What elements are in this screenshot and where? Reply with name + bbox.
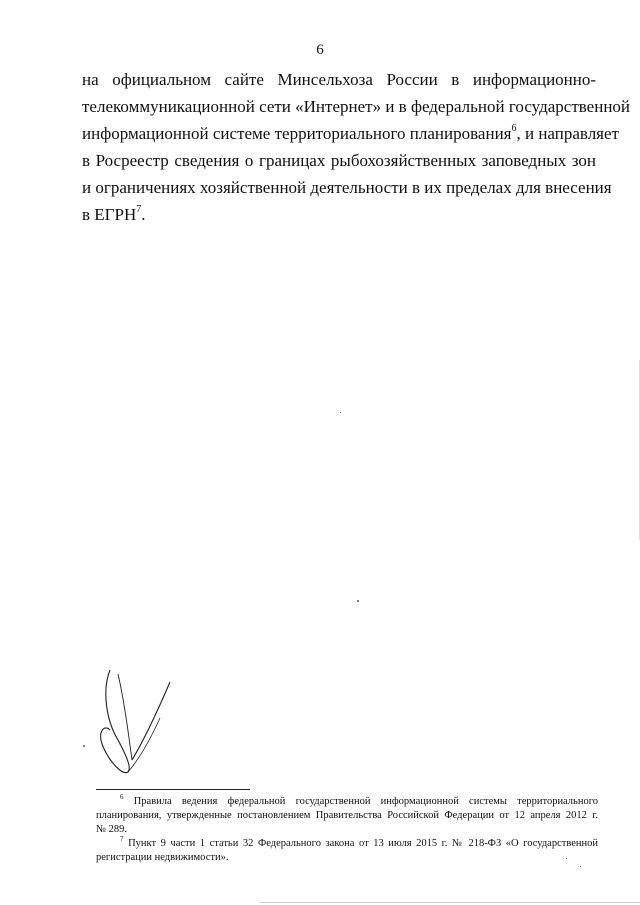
- scan-speck: [340, 412, 341, 413]
- line-text: информационной системе территориального планирования: [82, 124, 512, 143]
- footnote-separator: [96, 789, 250, 790]
- paragraph-line-5: и ограничениях хозяйственной деятельности в их пределах для внесения: [82, 178, 612, 197]
- footnote-7-line-2: регистрации недвижимости».: [96, 852, 229, 863]
- footnote-ref-7: 7: [136, 204, 142, 216]
- handwritten-signature: [88, 660, 188, 780]
- word: информационно-: [472, 70, 597, 89]
- word: Минсельхоза: [277, 70, 373, 89]
- footnote-text: Пункт 9 части 1 статьи 32 Федерального закона от 13 июля 2015 г. № 218-ФЗ «О государственной: [128, 838, 599, 849]
- scan-speck: [83, 745, 85, 747]
- paragraph-line-1: [82, 70, 596, 92]
- paragraph-line-2: телекоммуникационной сети «Интернет» и в федеральной государственной: [82, 97, 631, 116]
- paragraph-line-4: в Росреестр сведения о границах рыбохозяйственных заповедных зон: [82, 151, 596, 170]
- scan-speck: [580, 866, 581, 867]
- scan-speck: [357, 600, 359, 602]
- footnote-text: Правила ведения федеральной государственной информационной системы территориального: [133, 796, 599, 807]
- line-text: в ЕГРН: [82, 205, 137, 224]
- footnote-marker-6: 6: [120, 792, 124, 801]
- footnote-6-line-3: № 289.: [96, 824, 128, 835]
- paragraph-line-6: [82, 205, 145, 227]
- line-text: , и направляет: [516, 124, 619, 143]
- line-text: .: [141, 205, 146, 224]
- scan-edge: [260, 902, 640, 903]
- scan-speck: [566, 858, 567, 859]
- page-number: 6: [316, 42, 324, 58]
- footnote-6-line-2: планирования, утвержденные постановлением Правительства Российской Федерации от 12 апреля 2012 г.: [96, 810, 598, 821]
- paragraph-line-3: [82, 123, 619, 146]
- footnote-marker-7: 7: [120, 834, 124, 843]
- word: на: [82, 70, 99, 89]
- word: официальном: [112, 70, 211, 89]
- footnote-ref-6: 6: [511, 123, 517, 135]
- word: России: [386, 70, 438, 89]
- word: сайте: [224, 70, 264, 89]
- footnote-6-line-1: [120, 792, 599, 810]
- word: в: [451, 70, 460, 89]
- footnote-7-line-1: [120, 834, 599, 852]
